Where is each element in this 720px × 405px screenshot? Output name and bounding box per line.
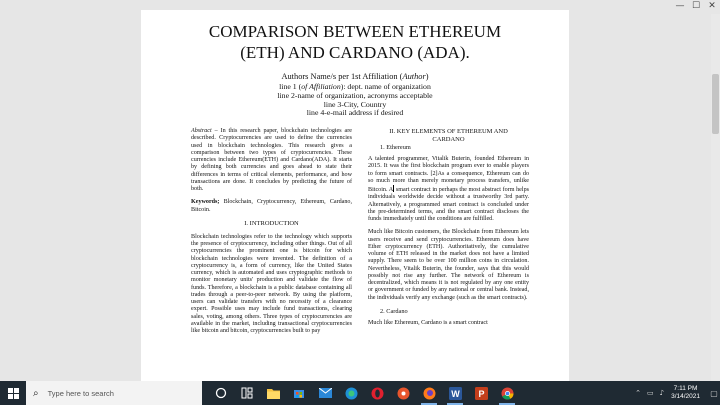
powerpoint-icon xyxy=(475,387,488,400)
network-icon[interactable]: ▭ xyxy=(646,389,654,397)
mail-button[interactable] xyxy=(312,381,338,405)
file-explorer-button[interactable] xyxy=(260,381,286,405)
svg-text:W: W xyxy=(450,388,460,399)
section-2-heading: II. KEY ELEMENTS OF ETHEREUM AND CARDANO xyxy=(389,128,508,143)
affiliation-line-2: line 2-name of organization, acronyms acceptable xyxy=(277,90,433,100)
task-view-button[interactable] xyxy=(208,381,234,405)
maximize-button[interactable]: ☐ xyxy=(691,1,701,11)
right-column xyxy=(368,128,529,327)
scrollbar-thumb[interactable] xyxy=(712,74,719,134)
clock-time: 7:11 PM xyxy=(673,385,698,392)
author-block xyxy=(141,71,569,118)
abstract-label: Abstract xyxy=(191,128,212,134)
powerpoint-button[interactable] xyxy=(468,381,494,405)
music-button[interactable] xyxy=(390,381,416,405)
chevron-up-icon[interactable]: ⌃ xyxy=(635,389,641,397)
task-view-icon xyxy=(215,387,227,399)
start-button[interactable] xyxy=(0,381,26,405)
introduction-text: Blockchain technologies refer to the technology which supports the presence of cryptocurrency, including other things. Out of all cryptocurrencies the prominent one is bitcoin for which blockchain technologies were invented. The definition of a cryptocurrency is, a form of currency, like the United States currency, which is automated and uses cryptographic methods to monitor monetary units' production and validate the flow of funds. Therefore, a blockchain is a public database containing all trades through a peer-to-peer network. By using the platform, users can validate transfers with no necessity of a clearance expert. Possible uses may include fund transactions, clearing sales, voting, among others. Three types of cryptocurrencies are available in the market, including transactional cryptocurrencies like bitcoin and bitcoin, cryptocurrencies built to pay xyxy=(191,233,352,334)
widgets-icon xyxy=(241,387,253,399)
cardano-paragraph: Much like Ethereum, Cardano is a smart contract xyxy=(368,319,488,326)
keywords-label: Keywords; xyxy=(191,199,220,206)
music-icon xyxy=(397,387,410,400)
close-button[interactable]: ✕ xyxy=(708,1,716,11)
chrome-icon xyxy=(501,387,514,400)
folder-icon xyxy=(267,388,280,399)
ethereum-paragraph-1: A talented programmer, Vitalik Buterin, founded Ethereum in 2015. It was the first blockchain program ever to enable players to form smart contracts. [2]As a consequence, Ethereum can do so much more than merely monetary process transfers, unlike Bitcoin. A smart contract in perhaps the most abstract form helps individuals worldwide decide without a trustworthy 3rd party. Alternatively, a programmed smart contract is concluded under the pre-determined terms, and the smart contract discloses the funds immediately until the conditions are fulfilled. xyxy=(368,156,529,222)
opera-icon xyxy=(371,387,384,400)
affiliation-line-3: line 3-City, Country xyxy=(323,99,387,109)
search-placeholder: Type here to search xyxy=(47,388,114,398)
author-name: Authors Name/s per 1st Affiliation (Author) xyxy=(281,72,429,81)
subsection-cardano-heading: 2. Cardano xyxy=(380,307,408,315)
firefox-icon xyxy=(423,387,436,400)
firefox-button[interactable] xyxy=(416,381,442,405)
minimize-button[interactable]: — xyxy=(675,1,685,11)
opera-button[interactable] xyxy=(364,381,390,405)
taskbar-apps xyxy=(208,381,520,405)
clock-date: 3/14/2021 xyxy=(671,393,700,400)
mail-icon xyxy=(319,388,332,398)
store-button[interactable] xyxy=(286,381,312,405)
window-controls xyxy=(672,0,720,12)
taskbar-clock[interactable] xyxy=(671,385,700,401)
edge-button[interactable] xyxy=(338,381,364,405)
keywords: Keywords; Blockchain, Cryptocurrency, Ethereum, Cardano, Bitcoin. xyxy=(191,199,352,213)
word-icon xyxy=(449,387,462,400)
volume-icon[interactable]: ♪ xyxy=(659,389,665,397)
taskbar-search-box[interactable] xyxy=(26,381,202,405)
abstract: Abstract – In this research paper, blockchain technologies are described. Cryptocurrencies are used to define the currencies used in blockchain technologies. This research gives a comparison between two types of cryptocurrencies. These currencies include Ethereum(ETH) and Cardano(ADA). It starts by defining both currencies and goes ahead to state their differences in terms of critical elements, performance, and how transactions are done. It concludes by predicting the future of both. xyxy=(191,128,352,192)
widgets-button[interactable] xyxy=(234,381,260,405)
word-button[interactable] xyxy=(442,381,468,405)
subsection-ethereum-heading: 1. Ethereum xyxy=(380,144,411,151)
svg-text:P: P xyxy=(477,388,485,399)
search-icon: ⌕ xyxy=(33,387,39,399)
introduction-heading: I. INTRODUCTION xyxy=(244,219,299,227)
title-line-1: COMPARISON BETWEEN ETHEREUM xyxy=(208,22,502,41)
system-tray xyxy=(632,381,720,405)
document-page[interactable] xyxy=(141,10,569,381)
affiliation-line-1: line 1 (of Affiliation): dept. name of organization xyxy=(279,82,431,91)
paper-title xyxy=(141,21,569,63)
title-line-2: (ETH) AND CARDANO (ADA). xyxy=(240,43,470,62)
notification-icon[interactable]: ▢ xyxy=(710,388,718,398)
store-icon xyxy=(293,387,305,399)
taskbar xyxy=(0,381,720,405)
ethereum-paragraph-2: Much like Bitcoin customers, the Blockchain from Ethereum lets users receive and send cryptocurrencies. Ethereum does have Ether cryptocurrency (ETH). Authoritatively, the cumulative volume of ETH released in the market does not have a limited supply. There seem to be over 100 million coins in circulation. Nevertheless, Vitalik Buterin, the founder, says that this would possibly not rise any further. The network of Ethereum is decentralized, which means it is not regulated by any one entity or government or funded by any national or central bank. Instead, the individuals verify any exchange (such as the smart contracts). xyxy=(368,229,529,301)
chrome-button[interactable] xyxy=(494,381,520,405)
left-column xyxy=(191,128,352,335)
edge-icon xyxy=(345,387,358,400)
affiliation-line-4: line 4-e-mail address if desired xyxy=(306,108,404,118)
vertical-scrollbar[interactable] xyxy=(711,14,720,381)
windows-logo-icon xyxy=(8,388,19,399)
